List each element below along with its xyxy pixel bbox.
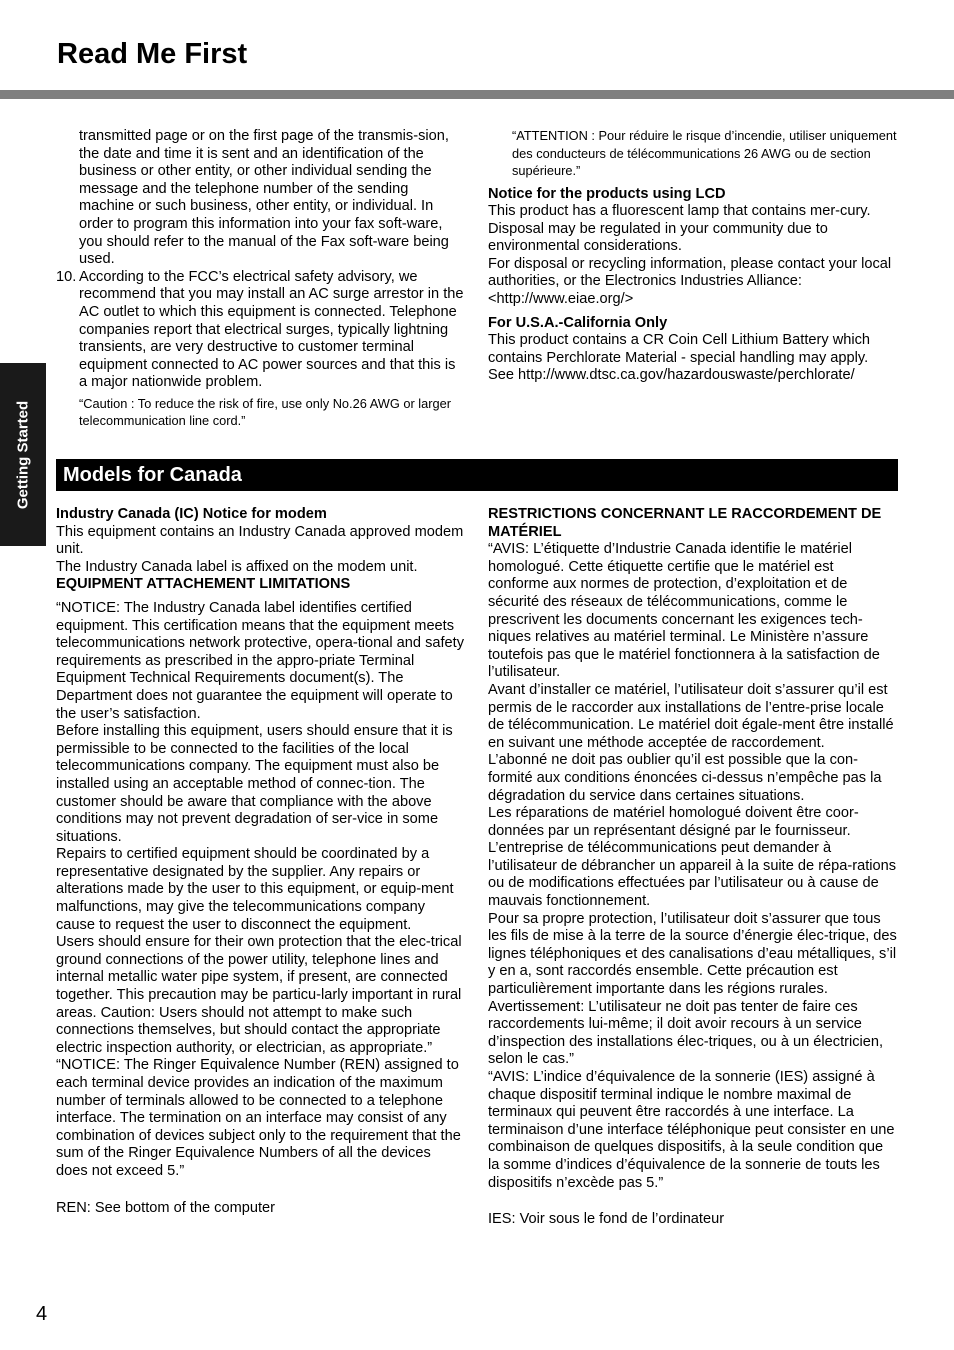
page-number: 4 [36, 1303, 48, 1325]
restrictions-heading: RESTRICTIONS CONCERNANT LE RACCORDEMENT DE MATÉRIEL [488, 506, 882, 540]
lcd-heading: Notice for the products using LCD [488, 185, 726, 202]
ic-paragraph-1: This equipment contains an Industry Canada approved modem unit. [56, 523, 464, 558]
california-paragraph-1: This product contains a CR Coin Cell Lithium Battery which contains Perchlorate Material - special handling may apply. [488, 332, 871, 366]
canada-right-column [488, 506, 898, 1229]
before-installing-paragraph: Before installing this equipment, users should ensure that it is permissible to be connected to the facilities of the local telecommunications company. The equipment must also be installed using an acceptable method of connec-tion. The customer should be aware that compliance with the above conditions may not prevent degradation of ser-vice in some situations. [56, 723, 453, 845]
reparations-paragraph: Les réparations de matériel homologué doivent être coor-données par un représentant désigné par le fournisseur. L’entreprise de télécommunications peut demander à l’utilisateur de débrancher un appareil à la suite de répa-rations ou de modifications effectuées par l’utilisateur ou à cause de mauvais fonctionnement. [488, 805, 897, 910]
canada-left-column [56, 506, 466, 1217]
top-left-column [56, 128, 466, 430]
top-right-column [488, 127, 898, 385]
list-item-text: According to the FCC’s electrical safety advisory, we recommend that you may install an AC surge arrestor in the AC outlet to which this equipment is connected. Telephone companies report that electrical surges, typically lightning transients, are very destructive to customer terminal equipment connected to AC power sources and that this is a major nationwide problem. [79, 268, 464, 391]
lcd-paragraph-1: This product has a fluorescent lamp that contains mer-cury. Disposal may be regulated in your community due to environmental considerations. [488, 203, 871, 255]
users-protection-paragraph: Users should ensure for their own protection that the elec-trical ground connections of the power utility, telephone lines and internal metallic water pipe system, if present, are connected together. This precaution may be particu-larly important in rural areas. Caution: Users should not attempt to make such connections themselves, but should contact the appropriate electric inspection authority, or electrician, as appropriate.” [56, 934, 462, 1056]
list-item-number: 10. [56, 268, 77, 285]
ies-note: IES: Voir sous le fond de l’ordinateur [488, 1211, 725, 1228]
page-title: Read Me First [57, 38, 248, 70]
attention-note: “ATTENTION : Pour réduire le risque d’incendie, utiliser uniquement des conducteurs de télécommunications 26 AWG ou de section supérieure.” [512, 128, 897, 178]
notice-paragraph-2: “NOTICE: The Ringer Equivalence Number (REN) assigned to each terminal device provides an indication of the maximum number of terminals allowed to be connected to a telephone interface. The termination on an interface may consist of any combination of devices subject only to the requirement that the sum of the Ringer Equivalence Numbers of all the devices does not exceed 5.” [56, 1057, 461, 1179]
lcd-paragraph-2: For disposal or recycling information, please contact your local authorities, or the Electronics Industries Alliance: <http://www.eiae.org/> [488, 255, 892, 308]
title-divider [0, 90, 954, 99]
ren-note: REN: See bottom of the computer [56, 1199, 276, 1216]
limitations-heading: EQUIPMENT ATTACHEMENT LIMITATIONS [56, 576, 351, 593]
avis-paragraph-1: “AVIS: L’étiquette d’Industrie Canada identifie le matériel homologué. Cette étiquette certifie que le matériel est conforme aux normes de protection, d’exploitation et de sécurité des réseaux de télécommunications, comme le prescrivent les documents concernant les exigences tech-niques relatives au matériel terminal. Le Ministère n’assure toutefois pas que le matériel fonctionnera à la satisfaction de l’utilisateur. [488, 541, 880, 681]
protection-paragraph: Pour sa propre protection, l’utilisateur doit s’assurer que tous les fils de mise à la terre de la source d’énergie élec-trique, des lignes téléphoniques et des canalisations d’eau métalliques, s’il y en a, sont raccordés ensemble. Cette précaution est particulièrement importante dans les régions rurales. Avertissement: L’utilisateur ne doit pas tenter de faire ces raccordements lui-même; il doit avoir recours à un service d’inspection des installations élec-triques, ou à un électricien, selon le cas.” [488, 910, 897, 1068]
section-header [56, 459, 898, 491]
notice-paragraph-1: “NOTICE: The Industry Canada label identifies certified equipment. This certification means that the equipment meets telecommunications network protective, opera-tional and safety requirements as prescribed in the appro-priate Terminal Equipment Technical Requirements document(s). The Department does not guarantee the equipment will operate to the user’s satisfaction. [56, 599, 465, 722]
side-tab-label: Getting Started [14, 400, 32, 510]
ic-paragraph-2: The Industry Canada label is affixed on the modem unit. [56, 558, 418, 575]
continuation-paragraph: transmitted page or on the first page of the transmis-sion, the date and time it is sent and an identification of the business or other entity, or other individual sending the message and the telephone number of the sending machine or such business, other entity, or individual. In order to program this information into your fax soft-ware, you should refer to the manual of the Fax soft-ware being used. [79, 128, 449, 268]
california-heading: For U.S.A.-California Only [488, 314, 668, 331]
caution-note: “Caution : To reduce the risk of fire, use only No.26 AWG or larger telecommunication line cord.” [79, 395, 451, 429]
list-item-10 [56, 269, 466, 392]
section-title: Models for Canada [63, 464, 242, 486]
california-paragraph-2: See http://www.dtsc.ca.gov/hazardouswaste/perchlorate/ [488, 367, 855, 384]
repairs-paragraph: Repairs to certified equipment should be coordinated by a representative designated by the supplier. Any repairs or alterations made by the user to this equipment, or equip-ment malfunctions, may give the telecommunications company cause to request the user to disconnect the equipment. [56, 846, 454, 933]
side-tab [0, 363, 46, 546]
avis-paragraph-2: “AVIS: L’indice d’équivalence de la sonnerie (IES) assigné à chaque dispositif terminal indique le nombre maximal de terminaux qui peuvent être raccordés à une interface. La terminaison d’une interface téléphonique peut consister en une combinaison de quelques dispositifs, à la seule condition que la somme d’indices d’équivalence de la sonnerie de touts les dispositifs n’excède pas 5.” [488, 1069, 895, 1191]
avant-paragraph: Avant d’installer ce matériel, l’utilisateur doit s’assurer qu’il est permis de le raccorder aux installations de l’entre-prise locale de télécommunication. Le matériel doit égale-ment être installé en suivant une méthode acceptée de raccordement. [488, 681, 894, 751]
abonne-paragraph: L’abonné ne doit pas oublier qu’il est possible que la con-formité aux conditions énoncées ci-dessus n’empêche pas la dégradation du service dans certaines situations. [488, 752, 882, 804]
ic-heading: Industry Canada (IC) Notice for modem [56, 506, 327, 522]
